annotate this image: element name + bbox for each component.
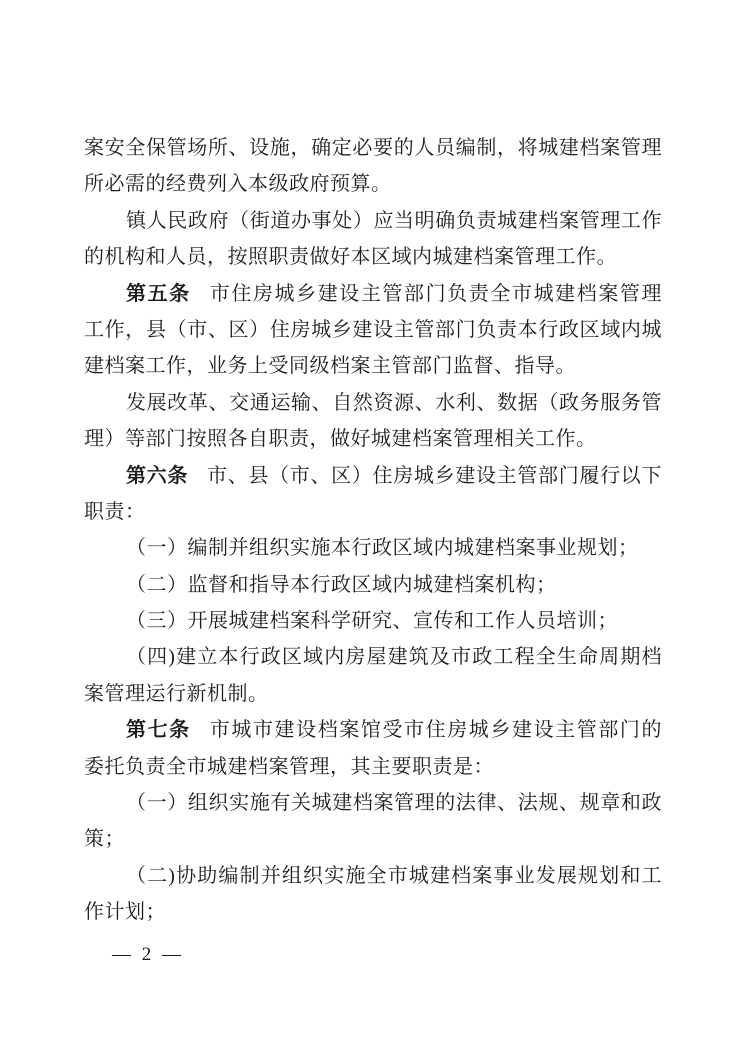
line-text: 所必需的经费列入本级政府预算。 — [84, 173, 392, 196]
line-text: 的机构和人员，按照职责做好本区域内城建档案管理工作。 — [84, 246, 617, 269]
paragraph-line — [84, 203, 662, 239]
line-text: 市城市建设档案馆受市住房城乡建设主管部门的 — [209, 719, 663, 742]
line-text: 发展改革、交通运输、自然资源、水利、数据（政务服务管 — [126, 391, 662, 414]
article-number: 第七条 — [126, 719, 191, 742]
paragraph-line — [84, 239, 662, 275]
paragraph-line — [84, 894, 662, 930]
paragraph-line — [84, 494, 662, 530]
paragraph-line — [84, 749, 662, 785]
article-heading-line — [84, 276, 662, 312]
line-text: 策； — [84, 828, 125, 851]
paragraph-line — [84, 785, 662, 821]
paragraph-line — [84, 821, 662, 857]
line-text: （二）监督和指导本行政区域内城建档案机构； — [126, 573, 557, 596]
line-text: 委托负责全市城建档案管理，其主要职责是： — [84, 755, 494, 778]
paragraph-line — [84, 421, 662, 457]
page-number: — 2 — — [112, 944, 184, 965]
line-text: 理）等部门按照各自职责，做好城建档案管理相关工作。 — [84, 428, 597, 451]
line-text: 案安全保管场所、设施，确定必要的人员编制，将城建档案管理 — [84, 137, 662, 159]
paragraph-line — [84, 567, 662, 603]
paragraph-line — [84, 130, 662, 166]
line-text: 市住房城乡建设主管部门负责全市城建档案管理 — [209, 282, 663, 305]
paragraph-line — [84, 858, 662, 894]
paragraph-line — [84, 530, 662, 566]
line-text: （三）开展城建档案科学研究、宣传和工作人员培训； — [126, 610, 618, 633]
line-text: 工作，县（市、区）住房城乡建设主管部门负责本行政区域内城 — [84, 318, 662, 341]
line-text: 镇人民政府（街道办事处）应当明确负责城建档案管理工作 — [126, 209, 662, 232]
line-text: 案管理运行新机制。 — [84, 682, 269, 705]
line-text: 市、县（市、区）住房城乡建设主管部门履行以下 — [207, 464, 662, 487]
line-text: 作计划； — [84, 901, 166, 924]
paragraph-line — [84, 676, 662, 712]
paragraph-line — [84, 312, 662, 348]
paragraph-line — [84, 385, 662, 421]
article-number: 第五条 — [126, 282, 191, 305]
line-text: 职责： — [84, 500, 146, 523]
paragraph-line — [84, 348, 662, 384]
text-block — [84, 130, 662, 931]
line-text: 建档案工作，业务上受同级档案主管部门监督、指导。 — [84, 355, 576, 378]
paragraph-line — [84, 639, 662, 675]
article-heading-line — [84, 458, 662, 494]
line-text: （四)建立本行政区域内房屋建筑及市政工程全生命周期档 — [126, 646, 662, 669]
article-number: 第六条 — [126, 464, 189, 487]
line-text: （二)协助编制并组织实施全市城建档案事业发展规划和工 — [126, 864, 662, 887]
paragraph-line — [84, 166, 662, 202]
line-text: （一）编制并组织实施本行政区域内城建档案事业规划； — [126, 537, 639, 560]
line-text: （一）组织实施有关城建档案管理的法律、法规、规章和政 — [126, 792, 662, 815]
paragraph-line — [84, 603, 662, 639]
article-heading-line — [84, 712, 662, 748]
